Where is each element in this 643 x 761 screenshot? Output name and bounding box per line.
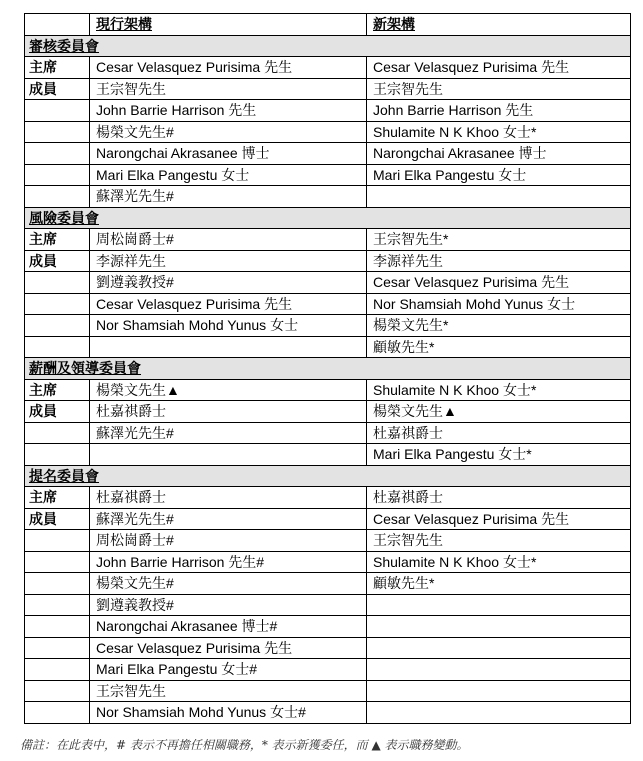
table-row xyxy=(25,530,631,552)
table-row xyxy=(25,293,631,315)
role-cell xyxy=(25,164,90,186)
current-member-cell xyxy=(90,336,367,358)
table-row xyxy=(25,680,631,702)
new-member-cell: John Barrie Harrison 先生 xyxy=(367,100,631,122)
new-member-cell: Shulamite N K Khoo 女士* xyxy=(367,121,631,143)
role-cell xyxy=(25,315,90,337)
audit-committee-title: 審核委員會 xyxy=(29,37,99,54)
current-member-cell: 劉遵義教授# xyxy=(90,272,367,294)
committee-table xyxy=(24,13,631,724)
role-cell: 主席 xyxy=(25,379,90,401)
role-cell xyxy=(25,422,90,444)
current-member-cell: Cesar Velasquez Purisima 先生 xyxy=(90,57,367,79)
role-cell xyxy=(25,702,90,724)
current-member-cell: 周松崗爵士# xyxy=(90,530,367,552)
header-new-structure: 新架構 xyxy=(367,14,631,36)
new-member-cell xyxy=(367,616,631,638)
table-row xyxy=(25,315,631,337)
risk-committee-heading-row xyxy=(25,207,631,229)
current-member-cell xyxy=(90,444,367,466)
role-cell xyxy=(25,530,90,552)
nomination-committee-heading-row xyxy=(25,465,631,487)
role-cell xyxy=(25,336,90,358)
new-member-cell: Cesar Velasquez Purisima 先生 xyxy=(367,508,631,530)
table-row xyxy=(25,637,631,659)
role-cell: 成員 xyxy=(25,508,90,530)
new-member-cell: Mari Elka Pangestu 女士 xyxy=(367,164,631,186)
new-member-cell: Narongchai Akrasanee 博士 xyxy=(367,143,631,165)
table-row xyxy=(25,702,631,724)
current-member-cell: John Barrie Harrison 先生 xyxy=(90,100,367,122)
current-member-cell: 蘇澤光先生# xyxy=(90,186,367,208)
table-row xyxy=(25,594,631,616)
new-member-cell xyxy=(367,637,631,659)
table-row xyxy=(25,659,631,681)
table-row xyxy=(25,401,631,423)
nomination-committee-heading xyxy=(25,465,631,487)
current-member-cell: Mari Elka Pangestu 女士# xyxy=(90,659,367,681)
new-member-cell: 王宗智先生 xyxy=(367,78,631,100)
new-member-cell: 楊榮文先生▲ xyxy=(367,401,631,423)
role-cell xyxy=(25,121,90,143)
new-member-cell xyxy=(367,659,631,681)
role-cell xyxy=(25,616,90,638)
current-member-cell: Narongchai Akrasanee 博士# xyxy=(90,616,367,638)
role-cell xyxy=(25,594,90,616)
role-cell xyxy=(25,293,90,315)
new-member-cell xyxy=(367,702,631,724)
footnote: 備註：在此表中，# 表示不再擔任相關職務，* 表示新獲委任，而 ▲ 表示職務變動。 xyxy=(20,738,469,752)
new-member-cell: Cesar Velasquez Purisima 先生 xyxy=(367,57,631,79)
new-member-cell xyxy=(367,680,631,702)
new-member-cell: Shulamite N K Khoo 女士* xyxy=(367,379,631,401)
current-member-cell: Nor Shamsiah Mohd Yunus 女士# xyxy=(90,702,367,724)
role-cell: 主席 xyxy=(25,487,90,509)
current-member-cell: 杜嘉祺爵士 xyxy=(90,487,367,509)
current-member-cell: Nor Shamsiah Mohd Yunus 女士 xyxy=(90,315,367,337)
table-row xyxy=(25,143,631,165)
table-row xyxy=(25,508,631,530)
role-cell xyxy=(25,444,90,466)
table-row xyxy=(25,186,631,208)
current-member-cell: Mari Elka Pangestu 女士 xyxy=(90,164,367,186)
current-member-cell: John Barrie Harrison 先生# xyxy=(90,551,367,573)
current-member-cell: Cesar Velasquez Purisima 先生 xyxy=(90,293,367,315)
new-member-cell: 楊榮文先生* xyxy=(367,315,631,337)
current-member-cell: 蘇澤光先生# xyxy=(90,422,367,444)
table-row xyxy=(25,551,631,573)
role-cell: 成員 xyxy=(25,401,90,423)
role-cell xyxy=(25,272,90,294)
current-member-cell: 蘇澤光先生# xyxy=(90,508,367,530)
current-member-cell: Narongchai Akrasanee 博士 xyxy=(90,143,367,165)
remuneration-committee-title: 薪酬及領導委員會 xyxy=(29,360,141,377)
header-current-structure: 現行架構 xyxy=(90,14,367,36)
role-cell xyxy=(25,680,90,702)
table-row xyxy=(25,336,631,358)
new-member-cell: Cesar Velasquez Purisima 先生 xyxy=(367,272,631,294)
current-member-cell: 劉遵義教授# xyxy=(90,594,367,616)
role-cell xyxy=(25,637,90,659)
current-member-cell: 杜嘉祺爵士 xyxy=(90,401,367,423)
current-member-cell: 王宗智先生 xyxy=(90,78,367,100)
new-member-cell: 李源祥先生 xyxy=(367,250,631,272)
new-member-cell: Mari Elka Pangestu 女士* xyxy=(367,444,631,466)
new-member-cell: 王宗智先生 xyxy=(367,530,631,552)
nomination-committee-title: 提名委員會 xyxy=(29,467,99,484)
audit-committee-heading xyxy=(25,35,631,57)
table-row xyxy=(25,272,631,294)
table-row xyxy=(25,487,631,509)
current-member-cell: 楊榮文先生# xyxy=(90,573,367,595)
table-row xyxy=(25,616,631,638)
audit-committee-heading-row xyxy=(25,35,631,57)
role-cell xyxy=(25,659,90,681)
table-row xyxy=(25,229,631,251)
remuneration-committee-heading-row xyxy=(25,358,631,380)
table-header-row xyxy=(25,14,631,36)
risk-committee-title: 風險委員會 xyxy=(29,209,99,226)
current-member-cell: Cesar Velasquez Purisima 先生 xyxy=(90,637,367,659)
table-row xyxy=(25,250,631,272)
role-cell: 成員 xyxy=(25,250,90,272)
new-member-cell: Shulamite N K Khoo 女士* xyxy=(367,551,631,573)
table-row xyxy=(25,422,631,444)
table-row xyxy=(25,57,631,79)
table-row xyxy=(25,78,631,100)
role-cell xyxy=(25,573,90,595)
role-cell xyxy=(25,186,90,208)
current-member-cell: 楊榮文先生▲ xyxy=(90,379,367,401)
new-member-cell xyxy=(367,594,631,616)
table-row xyxy=(25,379,631,401)
current-member-cell: 王宗智先生 xyxy=(90,680,367,702)
role-cell xyxy=(25,143,90,165)
new-member-cell xyxy=(367,186,631,208)
table-row xyxy=(25,121,631,143)
table-row xyxy=(25,444,631,466)
new-member-cell: 顧敏先生* xyxy=(367,336,631,358)
new-member-cell: 杜嘉祺爵士 xyxy=(367,487,631,509)
new-member-cell: 顧敏先生* xyxy=(367,573,631,595)
role-cell: 成員 xyxy=(25,78,90,100)
role-cell: 主席 xyxy=(25,229,90,251)
table-row xyxy=(25,100,631,122)
current-member-cell: 周松崗爵士# xyxy=(90,229,367,251)
current-member-cell: 李源祥先生 xyxy=(90,250,367,272)
role-cell xyxy=(25,100,90,122)
current-member-cell: 楊榮文先生# xyxy=(90,121,367,143)
table-row xyxy=(25,573,631,595)
header-blank-cell xyxy=(25,14,90,36)
role-cell: 主席 xyxy=(25,57,90,79)
new-member-cell: Nor Shamsiah Mohd Yunus 女士 xyxy=(367,293,631,315)
risk-committee-heading xyxy=(25,207,631,229)
new-member-cell: 王宗智先生* xyxy=(367,229,631,251)
committee-table-body xyxy=(25,14,631,724)
table-row xyxy=(25,164,631,186)
remuneration-committee-heading xyxy=(25,358,631,380)
new-member-cell: 杜嘉祺爵士 xyxy=(367,422,631,444)
role-cell xyxy=(25,551,90,573)
